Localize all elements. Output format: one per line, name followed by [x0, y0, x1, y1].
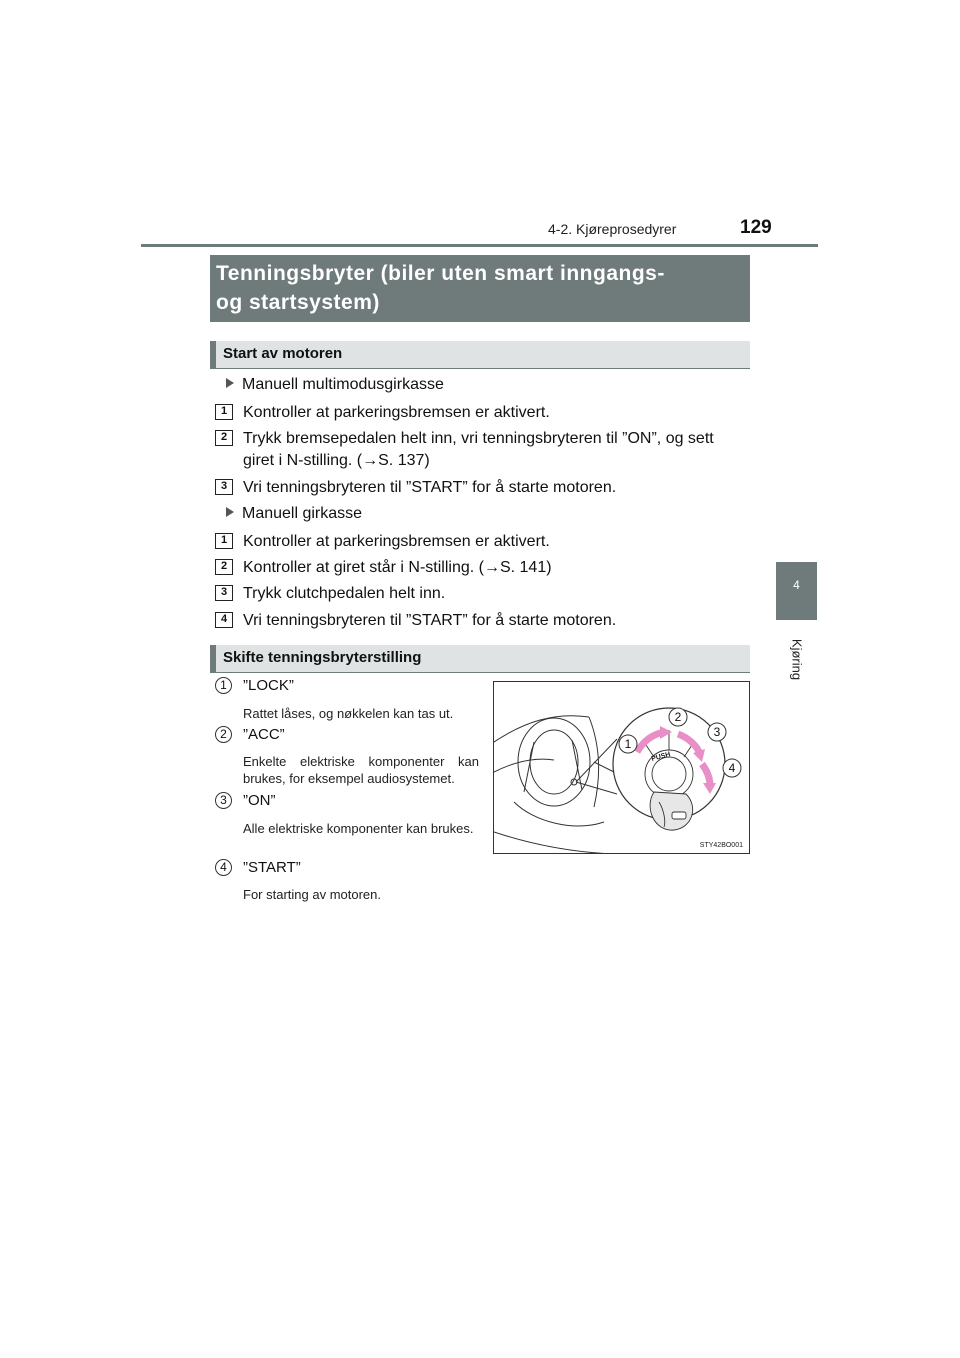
step-text: Vri tenningsbryteren til ”START” for å starte motoren.	[243, 479, 617, 496]
subheading-switch-positions: Skifte tenningsbryterstilling	[210, 645, 750, 673]
step-text: Kontroller at giret står i N-stilling. (→S. 141)	[243, 559, 552, 576]
position-number: 2	[215, 726, 232, 743]
step-number: 1	[215, 533, 233, 549]
triangle-bullet-icon	[226, 378, 234, 388]
callout-4-label: 4	[728, 761, 736, 775]
ignition-switch-drawing	[494, 682, 750, 854]
push-label: PUSH	[650, 751, 672, 763]
position-title: ”ACC”	[243, 726, 285, 743]
step-text: Vri tenningsbryteren til ”START” for å starte motoren.	[243, 612, 617, 629]
callout-3-label: 3	[713, 725, 721, 739]
triangle-bullet-icon	[226, 507, 234, 517]
position-description: Rattet låses, og nøkkelen kan tas ut.	[243, 706, 454, 721]
transmission-label-multimode: Manuell multimodusgirkasse	[226, 376, 444, 394]
page-number: 129	[740, 217, 772, 238]
header-rule	[141, 244, 818, 247]
position-description: For starting av motoren.	[243, 887, 381, 902]
ignition-switch-illustration	[493, 681, 750, 854]
position-number: 1	[215, 677, 232, 694]
step-number: 3	[215, 479, 233, 495]
section-title	[210, 255, 750, 322]
position-number: 4	[215, 859, 232, 876]
position-title: ”START”	[243, 859, 301, 876]
transmission-label-manual: Manuell girkasse	[226, 505, 362, 523]
section-title-line-1: Tenningsbryter (biler uten smart inngangs-	[216, 262, 665, 285]
step-number: 1	[215, 404, 233, 420]
chapter-tab	[776, 562, 817, 620]
step-text: Trykk clutchpedalen helt inn.	[243, 585, 446, 602]
chapter-number: 4	[793, 578, 800, 592]
illustration-code: STY42BO001	[699, 842, 743, 849]
position-title: ”LOCK”	[243, 677, 294, 694]
step-text: Kontroller at parkeringsbremsen er aktivert.	[243, 533, 550, 550]
position-description: Alle elektriske komponenter kan brukes.	[243, 821, 474, 836]
step-text: Trykk bremsepedalen helt inn, vri tenningsbryteren til ”ON”, og sett giret i N-stilling. (→S. 137)	[243, 430, 714, 469]
chapter-label: Kjøring	[789, 638, 805, 681]
position-title: ”ON”	[243, 792, 276, 809]
step-text: Kontroller at parkeringsbremsen er aktivert.	[243, 404, 550, 421]
subheading-start-engine: Start av motoren	[210, 341, 750, 369]
section-title-line-2: og startsystem)	[216, 291, 380, 314]
step-number: 4	[215, 612, 233, 628]
position-number: 3	[215, 792, 232, 809]
position-description: Enkelte elektriske komponenter kan brukes, for eksempel audiosystemet.	[243, 754, 479, 786]
step-number: 2	[215, 430, 233, 446]
step-number: 3	[215, 585, 233, 601]
section-header: 4-2. Kjøreprosedyrer	[548, 221, 677, 237]
step-number: 2	[215, 559, 233, 575]
callout-2-label: 2	[674, 710, 682, 724]
callout-1-label: 1	[624, 737, 632, 751]
